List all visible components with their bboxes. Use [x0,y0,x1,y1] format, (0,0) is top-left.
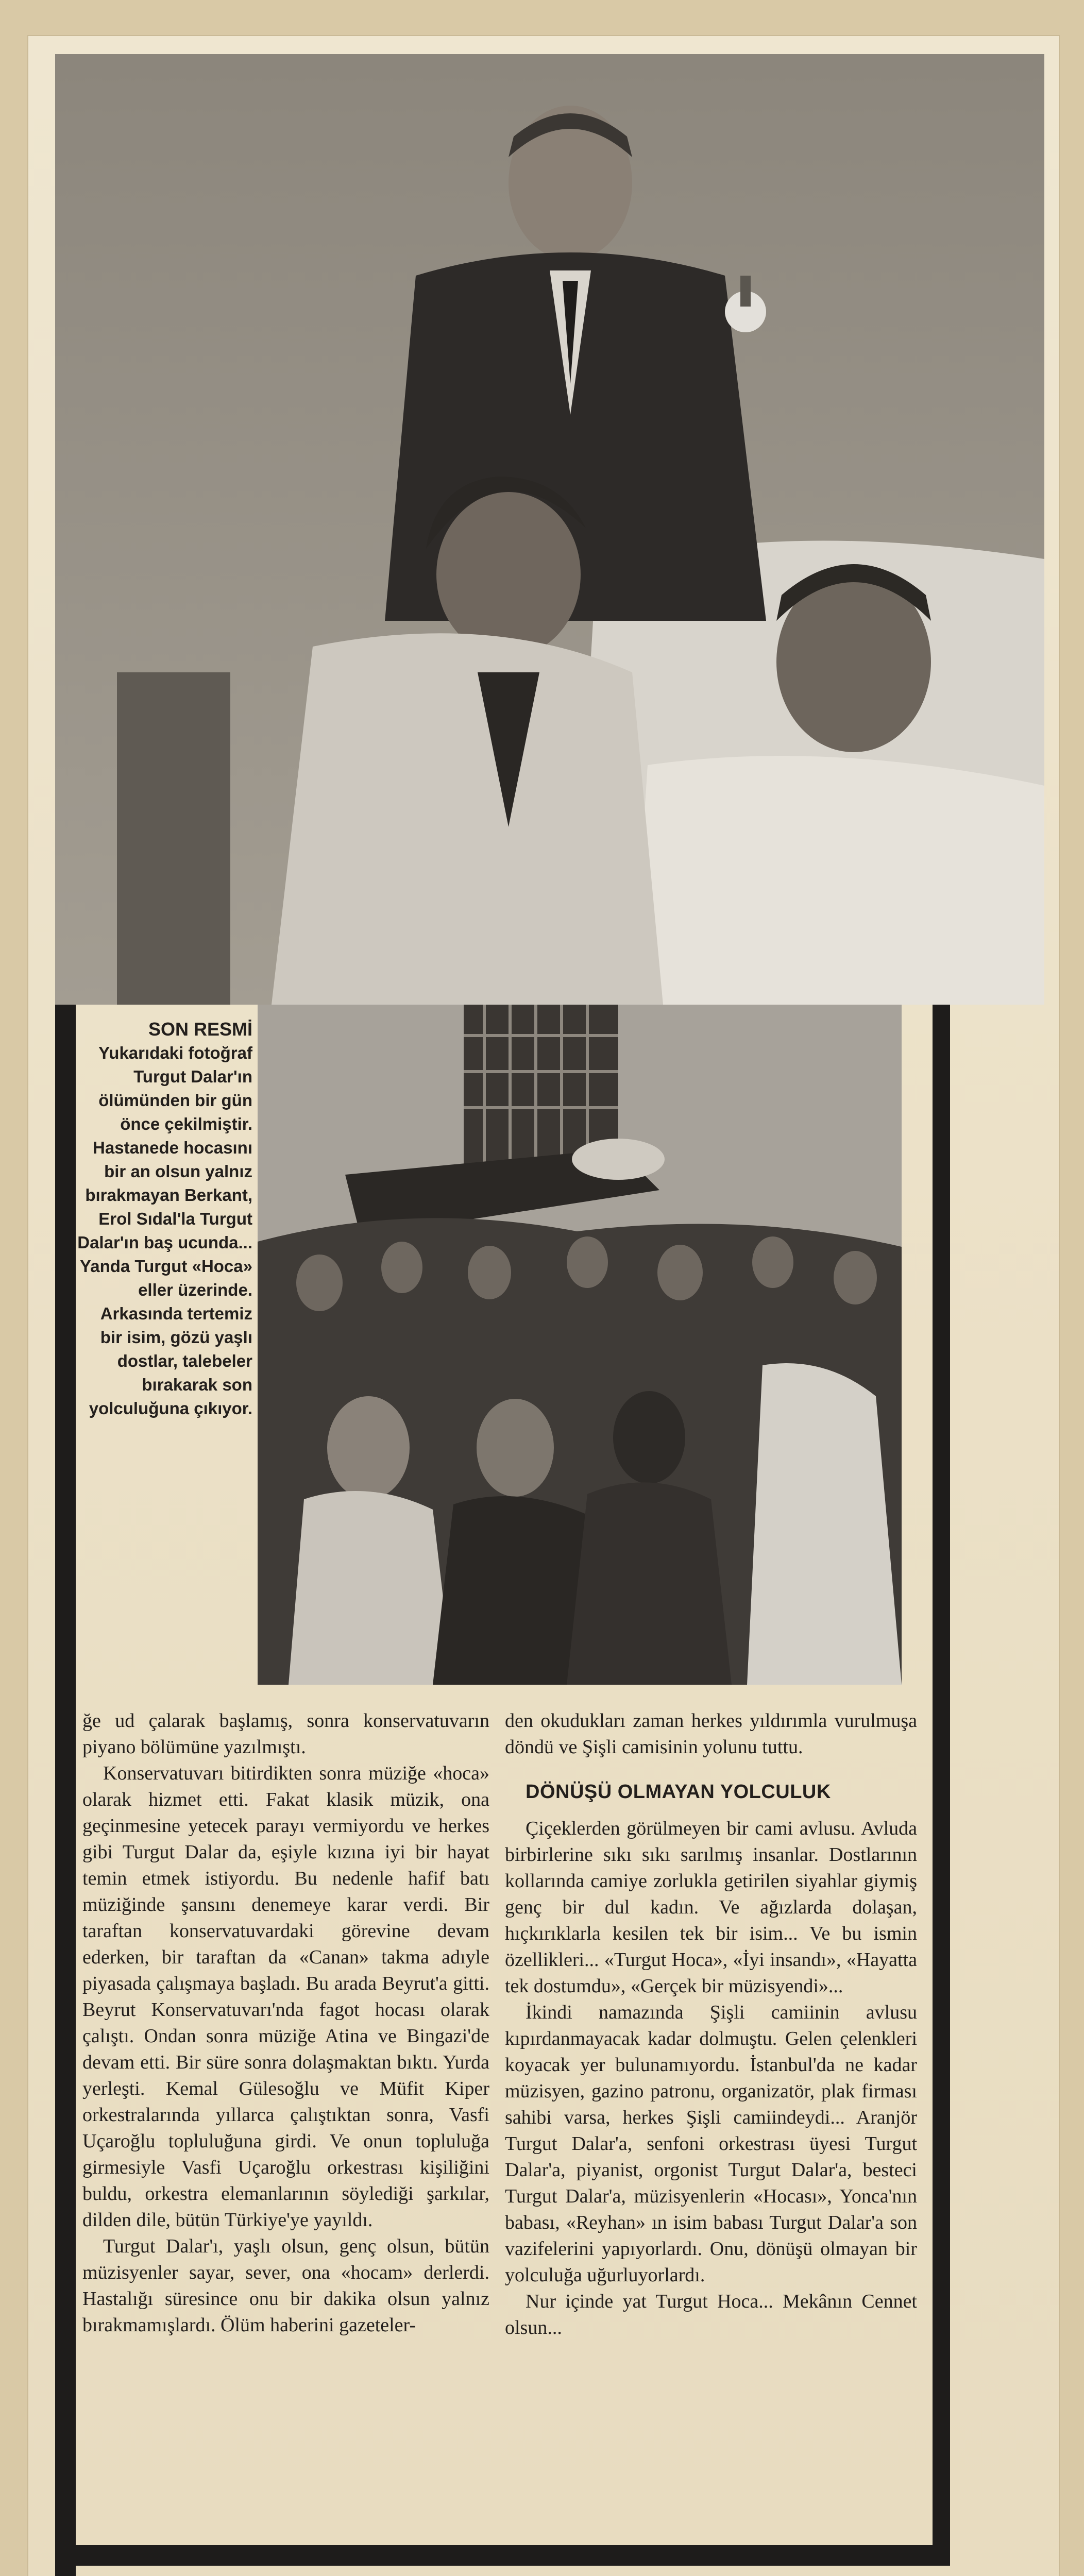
article-paragraph: Konservatuvarı bitirdikten sonra müziğe «hoca» olarak hizmet etti. Fakat klasik müzik, ona geçinmesine yetecek parayı vermiyordu ve herkes gibi Turgut Dalar da, eşiyle kızına iyi bir hayat temin etmek istiyordu. Bu nedenle hafif batı müziğinde şansını denemeye karar verdi. Bir taraftan konservatuvardaki görevine devam ederken, bir taraftan da «Canan» takma adıyle piyasada çalışmaya başladı. Bu arada Beyrut'a gitti. Beyrut Konservatuvarı'nda fagot hocası olarak çalıştı. Ondan sonra müziğe Atina ve Bingazi'de devam etti. Bir süre sonra dolaşmaktan bıktı. Yurda yerleşti. Kemal Gülesoğlu ve Müfit Kiper orkestralarında yıllarca çalıştıktan sonra, Vasfi Uçaroğlu topluluğuna girdi. Ve onun topluluğa girmesiyle Vasfi Uçaroğlu orkestrası kişiliğini buldu, orkestra elemanlarının söylediği şarkılar, dilden dile, bütün Türkiye'ye yayıldı. [82,1762,489,2231]
caption-body: Yukarıdaki fotoğraf Turgut Dalar'ın ölümünden bir gün önce çekilmiştir. Hastanede hocasını bir an olsun yalnız bırakmayan Berkant, Erol Sıdal'la Turgut Dalar'ın baş ucunda... Yanda Turgut «Hoca» eller üzerinde. Arkasında tertemiz bir isim, gözü yaşlı dostlar, talebeler bırakarak son yolculuğuna çıkıyor. [77,1043,252,1418]
article-paragraph: ğe ud çalarak başlamış, sonra konservatuvarın piyano bölümüne yazılmıştı. [82,1710,489,1758]
caption-heading: SON RESMİ [148,1019,252,1040]
bottom-dark-rule [55,2545,950,2566]
left-dark-rule [55,1005,76,2576]
right-dark-rule [933,1005,950,2566]
article-paragraph: den okudukları zaman herkes yıldırımla vurulmuşa döndü ve Şişli camisinin yolunu tuttu. [505,1710,917,1758]
article-paragraph: Turgut Dalar'ı, yaşlı olsun, genç olsun, bütün müzisyenler sayar, sever, ona «hocam» derlerdi. Hastalığı süresince onu bir dakika olsun yalnız bırakmamışlardı. Ölüm haberini gazeteler- [82,2235,489,2336]
photo-caption [77,1018,252,1420]
article-paragraph: Nur içinde yat Turgut Hoca... Mekânın Cennet olsun... [505,2291,917,2338]
funeral-crowd-photo [258,1005,902,1685]
hospital-bedside-photo [55,54,1044,1005]
article-paragraph: Çiçeklerden görülmeyen bir cami avlusu. Avluda birbirlerine sıkı sıkı sarılmış insanlar. Dostlarının kollarında camiye zorlukla getirilen siyahlar giymiş genç bir dul kadın. Ve ağızlarda dolaşan, hıçkırıklarla kesilen tek bir isim... Ve bu ismin özellikleri... «Turgut Hoca», «İyi insandı», «Hayatta tek dostumdu», «Gerçek bir müzisyendi»... [505,1818,917,1997]
section-subheading: DÖNÜŞÜ OLMAYAN YOLCULUK [526,1781,831,1803]
article-left-column [82,1708,489,2338]
article-paragraph: İkindi namazında Şişli camiinin avlusu kıpırdanmayacak kadar dolmuştu. Gelen çelenkleri koyacak yer bulunamıyordu. İstanbul'da ne kadar müzisyen, gazino patronu, organizatör, plak firması sahibi varsa, herkes Şişli camiindeydi... Aranjör Turgut Dalar'a, senfoni orkestrası üyesi Turgut Dalar'a, piyanist, orgonist Turgut Dalar'a, besteci Turgut Dalar'a, müzisyenlerin «Hocası», Yonca'nın babası, «Reyhan» ın isim babası Turgut Dalar'a son vazifelerini yapıyorlardı. Onu, dönüşü olmayan bir yolculuğa uğurluyorlardı. [505,2002,917,2286]
article-right-column [505,1708,917,2341]
newspaper-clipping [28,36,1059,2576]
